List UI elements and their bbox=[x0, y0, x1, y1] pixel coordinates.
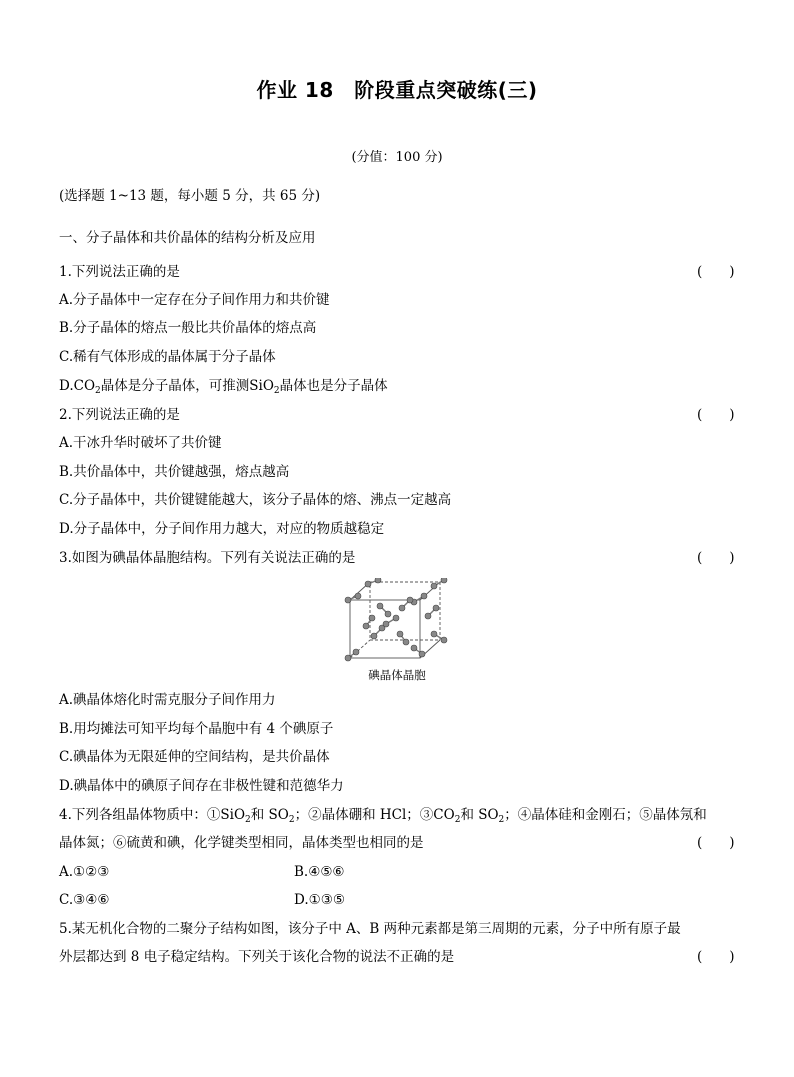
q3-stem: 3.如图为碘晶体晶胞结构。下列有关说法正确的是 bbox=[59, 550, 356, 566]
q2-option-d: D.分子晶体中，分子间作用力越大，对应的物质越稳定 bbox=[59, 521, 385, 537]
q4-option-b: B.④⑤⑥ bbox=[294, 864, 345, 880]
q5-stem-line2: 外层都达到 8 电子稳定结构。下列关于该化合物的说法不正确的是 bbox=[59, 949, 455, 965]
q1-answer-paren: ( ) bbox=[697, 264, 735, 280]
q5-stem-line1: 5.某无机化合物的二聚分子结构如图，该分子中 A、B 两种元素都是第三周期的元素，分子中所有原子最 bbox=[59, 921, 681, 937]
q4-option-d: D.①③⑤ bbox=[294, 892, 345, 908]
q2-stem: 2.下列说法正确的是 bbox=[59, 407, 180, 423]
q1-option-b: B.分子晶体的熔点一般比共价晶体的熔点高 bbox=[59, 320, 317, 336]
q4-answer-paren: ( ) bbox=[697, 835, 735, 851]
figure-caption: 碘晶体晶胞 bbox=[368, 668, 426, 682]
q3-option-b: B.用均摊法可知平均每个晶胞中有 4 个碘原子 bbox=[59, 721, 334, 737]
q4-option-a: A.①②③ bbox=[59, 864, 110, 880]
q2-option-a: A.干冰升华时破坏了共价键 bbox=[59, 435, 222, 451]
q2-option-c: C.分子晶体中，共价键键能越大，该分子晶体的熔、沸点一定越高 bbox=[59, 492, 452, 508]
q1-option-a: A.分子晶体中一定存在分子间作用力和共价键 bbox=[59, 292, 330, 308]
q2-answer-paren: ( ) bbox=[697, 407, 735, 423]
q1-option-d: $D.CO_2$晶体是分子晶体，可推测SiO$_2$晶体也是分子晶体 bbox=[59, 378, 388, 396]
section-heading: 一、分子晶体和共价晶体的结构分析及应用 bbox=[59, 230, 316, 246]
q4-stem-line1: 4.下列各组晶体物质中：①SiO$_2$和 $SO_2$；②晶体硼和 HCl；$③CO_2$和 $SO_2$；④晶体硅和金刚石；⑤晶体氖和 bbox=[59, 807, 707, 825]
q5-answer-paren: ( ) bbox=[697, 949, 735, 965]
q1-stem: 1.下列说法正确的是 bbox=[59, 264, 180, 280]
q1-option-c: C.稀有气体形成的晶体属于分子晶体 bbox=[59, 349, 276, 365]
q3-option-d: D.碘晶体中的碘原子间存在非极性键和范德华力 bbox=[59, 778, 344, 794]
page-title: 作业 18 阶段重点突破练(三) bbox=[256, 78, 538, 102]
q3-option-c: C.碘晶体为无限延伸的空间结构，是共价晶体 bbox=[59, 749, 330, 765]
q4-option-c: C.③④⑥ bbox=[59, 892, 110, 908]
q3-answer-paren: ( ) bbox=[697, 550, 735, 566]
q3-option-a: A.碘晶体熔化时需克服分子间作用力 bbox=[59, 692, 276, 708]
q4-stem-line2: 晶体氮；⑥硫黄和碘，化学键类型相同，晶体类型也相同的是 bbox=[59, 835, 424, 851]
score-line: (分值：100 分) bbox=[351, 150, 443, 165]
q2-option-b: B.共价晶体中，共价键越强，熔点越高 bbox=[59, 464, 290, 480]
instruction: (选择题 1~13 题，每小题 5 分，共 65 分) bbox=[59, 188, 321, 204]
iodine-crystal-cell-figure bbox=[344, 578, 450, 662]
